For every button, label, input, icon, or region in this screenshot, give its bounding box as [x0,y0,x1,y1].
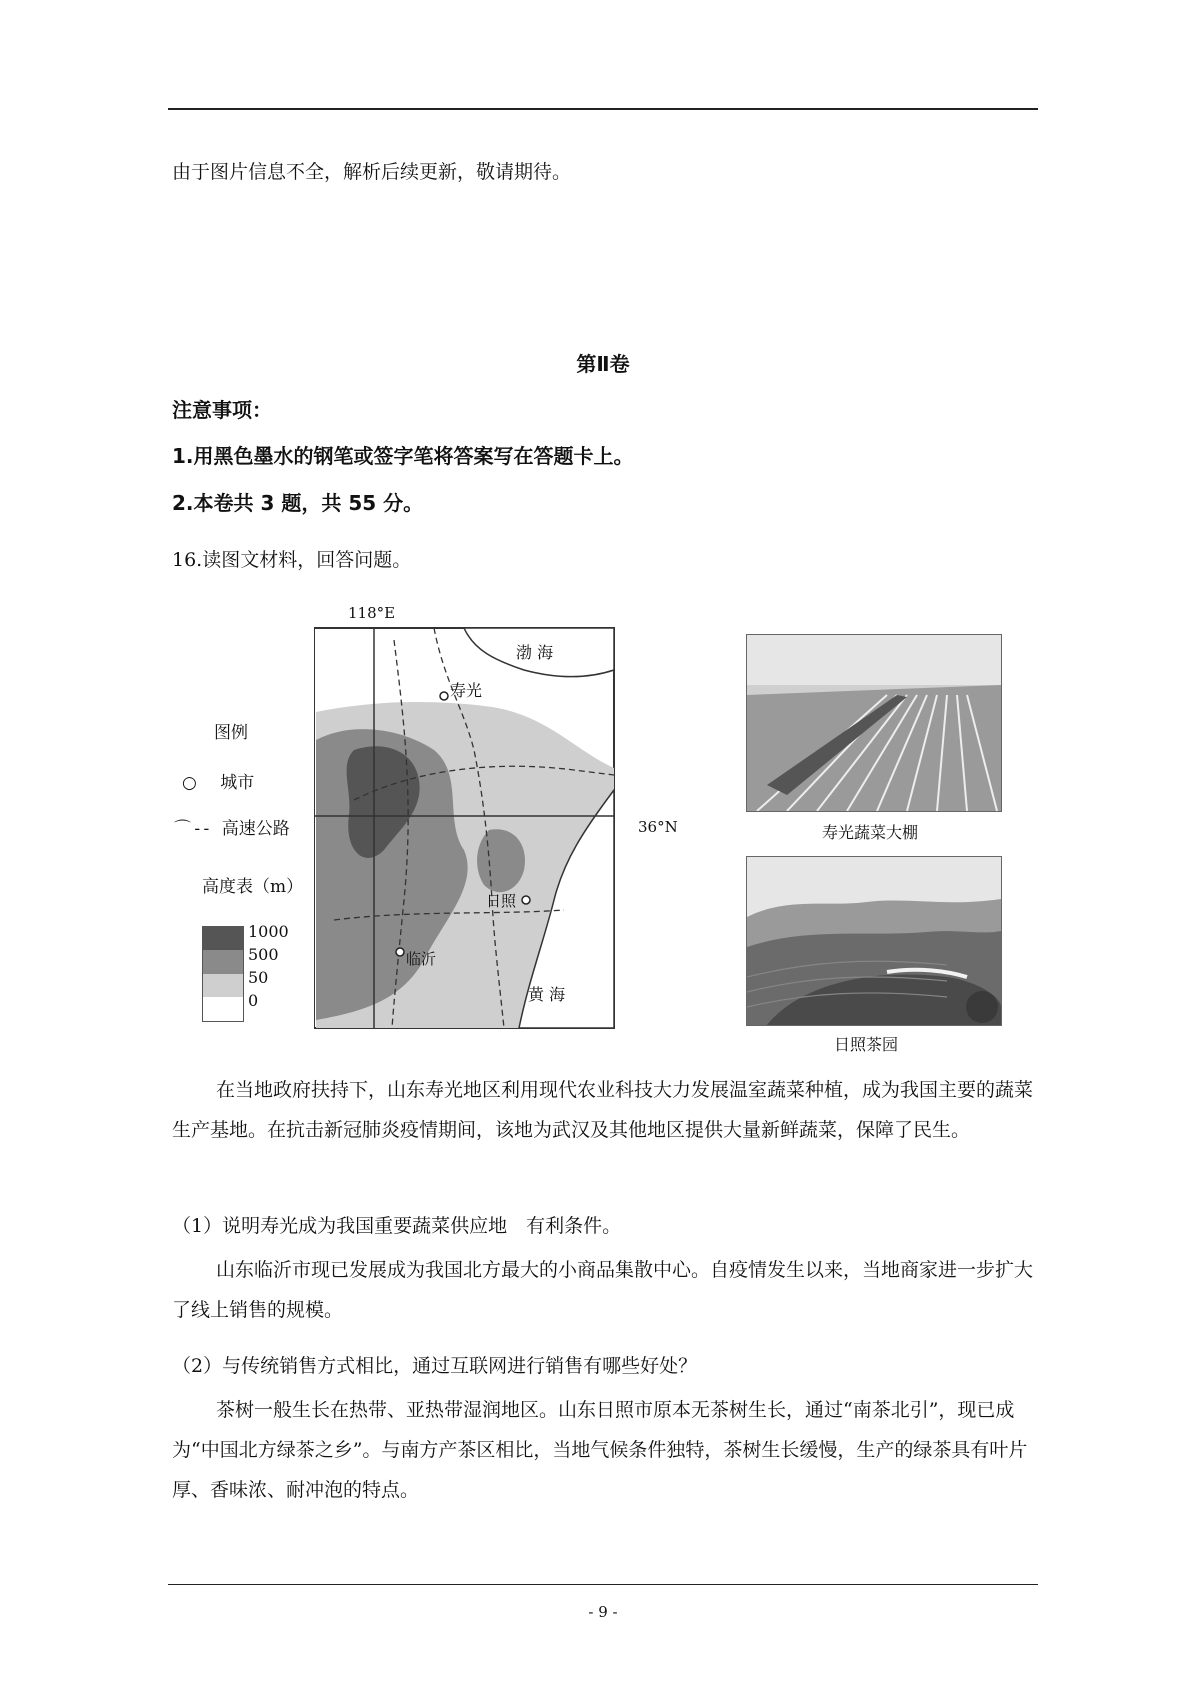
header-note: 由于图片信息不全，解析后续更新，敬请期待。 [172,161,572,183]
page-number: - 9 - [588,1603,618,1621]
photo-caption-tea: 日照茶园 [834,1035,899,1054]
sea-label-bohai: 渤 海 [516,643,554,662]
photo-caption-greenhouse: 寿光蔬菜大棚 [822,823,919,842]
highway-line-icon: ⌒ - - [174,819,209,839]
elevation-label: 500 [248,945,279,964]
tea-garden-photo [746,856,1002,1026]
question-2: （2）与传统销售方式相比，通过互联网进行销售有哪些好处？ [172,1355,698,1377]
sea-label-huanghai: 黄 海 [528,985,566,1004]
elevation-scale [202,926,244,1022]
legend-title: 图例 [214,723,248,743]
legend-highway: ⌒ - - 高速公路 [174,819,290,839]
elevation-label: 0 [248,991,259,1010]
header-rule [168,108,1038,110]
notice-item: 1.用黑色墨水的钢笔或签字笔将答案写在答题卡上。 [172,444,634,468]
city-label-rizhao: 日照 [486,892,517,910]
city-label-linyi: 临沂 [406,950,437,968]
section-title: 第Ⅱ卷 [576,352,630,376]
elevation-label: 50 [248,968,269,987]
longitude-label: 118°E [348,604,396,622]
question-1: （1）说明寿光成为我国重要蔬菜供应地 有利条件。 [172,1215,622,1237]
latitude-label: 36°N [638,818,678,836]
legend-city: ○ 城市 [182,773,255,793]
material-1: 在当地政府扶持下，山东寿光地区利用现代农业科技大力发展温室蔬菜种植，成为我国主要的蔬菜生产基地。在抗击新冠肺炎疫情期间，该地为武汉及其他地区提供大量新鲜蔬菜，保障了民生。 [172,1079,1034,1141]
material-2: 山东临沂市现已发展成为我国北方最大的小商品集散中心。自疫情发生以来，当地商家进一步扩大了线上销售的规模。 [172,1259,1034,1321]
question-figure [168,600,1038,1060]
footer-rule [168,1584,1038,1585]
greenhouse-photo [746,634,1002,812]
city-label-shouguang: 寿光 [450,681,483,700]
notice-heading: 注意事项： [172,398,272,422]
material-3: 茶树一般生长在热带、亚热带湿润地区。山东日照市原本无茶树生长，通过“南茶北引”，现已成为“中国北方绿茶之乡”。与南方产茶区相比，当地气候条件独特，茶树生长缓慢，生产的绿茶具有叶片厚、香味浓、耐冲泡的特点。 [172,1399,1028,1501]
question-stem: 16.读图文材料，回答问题。 [172,549,412,571]
city-marker-icon: ○ [182,773,197,793]
region-map [314,600,644,1060]
legend-elevation-title: 高度表（m） [202,877,304,897]
notice-item: 2.本卷共 3 题，共 55 分。 [172,491,424,515]
elevation-label: 1000 [248,922,289,941]
